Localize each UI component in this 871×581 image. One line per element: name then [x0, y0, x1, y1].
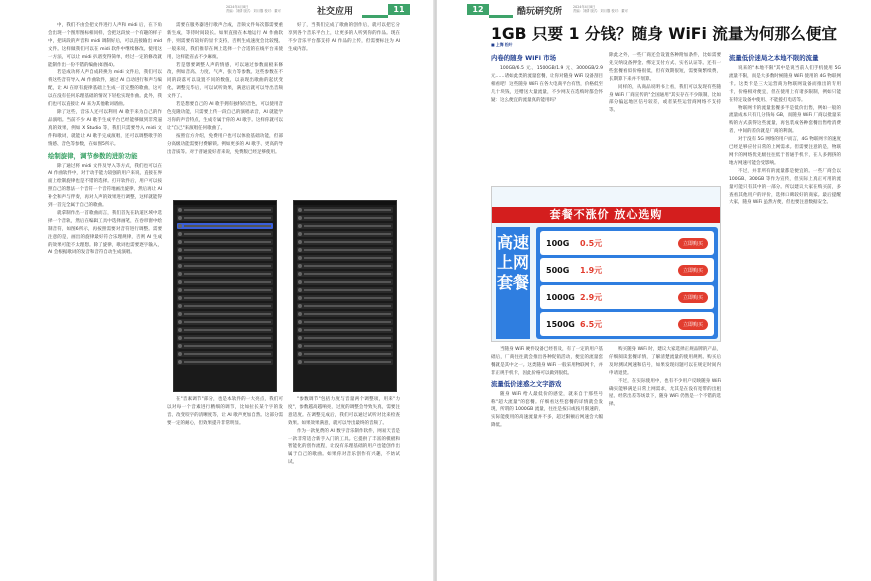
- paragraph: 说来的"本地不限"其中是说当前人们手机使用 5G 流量不限，而是大多数时候随身 WiFi 使用的 4G 物联网卡。这类卡是三大运营商为物联网设备而推出的专用卡，价格相对便宜，但在使用上有诸多限制，例如只能在特定设备中使用、不能拨打电话等。: [729, 66, 841, 103]
- plan-price: 6.5元: [580, 319, 603, 329]
- left-header-date: 2024年4月8日: [226, 5, 249, 9]
- list-item: [177, 335, 273, 341]
- list-item: [177, 223, 273, 229]
- buy-button: 立即购买: [678, 265, 708, 276]
- list-item: [177, 295, 273, 301]
- list-item: [297, 303, 393, 309]
- left-column-2-top: [167, 22, 283, 197]
- promo-topbar: [492, 187, 720, 207]
- left-section-title: 社交应用: [317, 7, 354, 17]
- app-screenshot: [173, 200, 277, 392]
- right-page-number: 12: [467, 4, 489, 15]
- paragraph: 随身 WiFi 给人最低价的感觉，就来自于那些号称"超大流量"的套餐。仔细看这些套餐的详情就会发现，所谓的 1000GB 流量，往往是按日或按月限速的，实际能使用的高速流量并不多，超过限额后网速会大幅降低。: [491, 391, 603, 429]
- right-page: [437, 0, 871, 581]
- paragraph: 100GB/6.5 元、1500GB/1.9 元、3000GB/2.9 元……诸如此类的流量套餐，让你对随身 WiFi 设备刮目相看吧！这些随身 WiFi 在各大电商平台有售，价格低至几十块钱，还赠送大量流量，不少网友在选购时都会怀疑：这么便宜的流量真的能用吗？: [491, 66, 603, 103]
- status-bar: [294, 201, 396, 205]
- section-heading: 绘制旋律，调节参数的进阶功能: [48, 151, 138, 160]
- paragraph: 除此之外，一些厂商还会设置各种附加条件，比如需要先交纳设备押金、绑定支付方式、实名认证等。还有一些套餐看似价格很低，但有效期很短，需要频繁续费，长期算下来并不划算。: [609, 53, 721, 82]
- list-item: [177, 271, 273, 277]
- section-heading: 流量低价迷惑之文字游戏: [491, 379, 562, 388]
- paragraph: 同样的，从商品说明书上看，我们可以发现有些随身 WiFi 厂商宣传的"全国通用"其实存在不少限制，比如部分偏远地区信号较差，或者某些运营商网络不支持等。: [609, 84, 721, 114]
- left-page-header: [0, 0, 434, 22]
- list-item: [177, 215, 273, 221]
- status-bar: [174, 201, 276, 205]
- paragraph: 就拿制作出一首歌曲而言，我们首先在轨道区域中选择一个音轨，然后在编辑工具中选择画笔，在卷帘窗中绘制音符，如图6所示，再按照需要对音符进行调整。需要注意的是，画出的旋律最好符合乐理规律，否则 AI 生成的效果可能不太理想。除了旋律，歌词也需要逐字输入，AI 会根据歌词的发音和音符自动生成演唱。: [48, 210, 162, 256]
- list-item: [177, 303, 273, 309]
- left-column-3-top: [288, 22, 400, 197]
- list-item: [297, 215, 393, 221]
- paragraph: 在"音素调节"部分，也是本软件的一大亮点，我们可以对每一个音素进行精细的调节，比如拉长某个字的发音、改变咬字的清晰度等，让 AI 歌声更加自然。这部分需要一定的耐心，但效果提升非常明显。: [167, 397, 283, 426]
- list-item: [177, 343, 273, 349]
- plan-price: 2.9元: [580, 292, 603, 302]
- list-item: [297, 223, 393, 229]
- plan-price: 0.5元: [580, 238, 603, 248]
- list-item: [297, 335, 393, 341]
- app-screenshot: [293, 200, 397, 392]
- right-column-2-top: [609, 52, 721, 186]
- plan-card: [540, 258, 714, 282]
- right-column-1-top: [491, 52, 603, 186]
- right-header-date: 2024年4月8日: [573, 5, 596, 9]
- list-item: [297, 271, 393, 277]
- paragraph: 对于没有 5G 网络的用户而言，4G 物联网卡的速度已经足够应付日常的上网需求。但需要注意的是，物联网卡的网络优先级往往低于普通手机卡，在人多拥挤的地方网速可能会受影响。: [729, 137, 841, 166]
- paragraph: "参数调节"包括力度与音量两个调整项，用来"力度"，参数越高越响亮，过度的调整会导致失真，需要注意适度。在调整完成后，我们可以通过试听对比来检查效果。如果效果满意，就可以导出最终的音频了。: [288, 397, 400, 426]
- plan-size: 500G: [546, 265, 570, 275]
- list-item: [297, 311, 393, 317]
- plan-card: [540, 285, 714, 309]
- list-item: [177, 351, 273, 357]
- list-item: [297, 263, 393, 269]
- list-item: [297, 239, 393, 245]
- right-column-3: [729, 52, 841, 577]
- list-item: [297, 351, 393, 357]
- left-header-bar: [362, 15, 388, 18]
- plan-size: 1500G: [546, 319, 575, 329]
- list-item: [297, 295, 393, 301]
- plan-size: 1000G: [546, 292, 575, 302]
- plan-card: [540, 312, 714, 336]
- plan-list: [536, 227, 718, 339]
- left-page: [0, 0, 434, 581]
- left-column-2-bottom: [167, 396, 283, 577]
- list-item: [177, 255, 273, 261]
- right-column-1-bottom: [491, 346, 603, 577]
- list-item: [177, 359, 273, 365]
- left-header-meta: [226, 5, 306, 13]
- paragraph: 若是成功将人声自成转换为 midi 文件后，我们可以将这些音符导入 AI 作曲软件，通过 AI 自动进行和声与编配，让 AI 在原有旋律基础上生成一首完整的歌曲，这可以在没有任何乐理基础的情况下轻松实现作曲。此外，我们也可以直接让 AI 来为其他歌词谱曲。: [48, 70, 162, 108]
- paragraph: 除了通过将 midi 文件及导入等方式，我们也可以在 AI 作曲软件中，对于动手能力较强的用户来说，直接在界面上绘制旋律也是不错的选择。打开软件后，用户可以按照自己的想法一个音符一个音符地画出旋律，然后再让 AI 补全和声与伴奏，再对人声的效果进行调整，这样就能得到一首完全属于自己的歌曲。: [48, 163, 162, 209]
- right-header-bar: [489, 15, 513, 18]
- right-header-meta: [573, 5, 653, 13]
- list-item: [297, 247, 393, 253]
- paragraph: 除了这些，音乐人还可以利用 AI 歌手来为自己的作品演唱。当前不少 AI 歌手生成平台已经能够做到非常逼真的效果，例如 X Studio 等，我们只需要导入 midi 文件和歌词，就能让 AI 歌手完成演唱，还可以调整歌手的情感、音色等参数，在如图5所示。: [48, 109, 162, 147]
- promo-side-text: 高速上网套餐: [496, 227, 530, 339]
- paragraph: 当随身 WiFi 硬件设备已经普及，有了一定的用户基础后，厂商往往就会推出各种促销活动，便宜的流量套餐就是其中之一。这类随身 WiFi 一般采用物联网卡，并非正规手机卡，因此价格可以做到很低。: [491, 347, 603, 376]
- paragraph: 购买随身 WiFi 时，建议大家选择正规品牌的产品，仔细阅读套餐详情，了解清楚流量的使用规则。购买后及时测试网速和信号，如果发现问题可以在规定时间内申请退货。: [609, 347, 721, 376]
- plan-price: 1.9元: [580, 265, 603, 275]
- list-item: [297, 319, 393, 325]
- list-item: [177, 279, 273, 285]
- list-item: [297, 359, 393, 365]
- article-byline: ■ 上海 松叶: [491, 42, 513, 47]
- list-item: [177, 287, 273, 293]
- right-column-2-bottom: [609, 346, 721, 577]
- paragraph: 不过，并非所有的流量都是便宜的。一些厂商会以 100GB、300GB 等作为宣传，但实际上真正可用的流量可能只有其中的一部分。所以建议大家在购买前，多查看其他用户的评价，选择口碑较好的商家。最后提醒大家，随身 WiFi 虽然方便，但也要注意数据安全。: [729, 168, 841, 206]
- promo-banner: 套餐不涨价 放心选购: [492, 207, 720, 223]
- plan-card: [540, 231, 714, 255]
- section-heading: 流量低价迷局之本地不限的流量: [729, 54, 819, 62]
- right-header-credits: 责编：刘倩 版式：刘月馨 校对：董可: [573, 9, 628, 13]
- left-column-1: [48, 22, 162, 577]
- paragraph: 不过，在实际使用中，也有不少用户反映随身 WiFi 确实能够满足日常上网需求，尤其是在没有宽带的出租屋、经常出差等场景下，随身 WiFi 仍然是一个不错的选择。: [609, 378, 721, 408]
- paragraph: 需要在服务器进行歌声合成，音频文件每次都需要重新生成，等待时间较长。如果直接在本地运行 AI 作曲软件，则需要有较好的显卡支持，否则生成速度会比较慢。一般来说，我们推荐在网上选择一个合适的在线平台来使用，这样能省去不少麻烦。: [167, 23, 283, 60]
- left-page-number: 11: [388, 4, 410, 15]
- paragraph: 好了，当我们完成了歌曲的创作后，就可以把它分享到各个音乐平台上，让更多的人听到你的作品。现在不少音乐平台都支持 AI 作品的上传，但需要标注为 AI 生成内容。: [288, 23, 400, 52]
- right-page-header: [437, 0, 871, 22]
- list-item: [297, 343, 393, 349]
- list-item: [297, 255, 393, 261]
- list-item: [297, 231, 393, 237]
- article-title: 1GB 只要 1 分钱？随身 WiFi 流量为何那么便宜: [491, 25, 837, 43]
- section-heading: 内卷的随身 WiFi 市场: [491, 54, 556, 62]
- left-header-credits: 责编：刘倩 版式：刘月馨 校对：董可: [226, 9, 281, 13]
- list-item: [177, 311, 273, 317]
- list-item: [177, 319, 273, 325]
- paragraph: 按照官方介绍，免费用户也可以体验基础功能，但部分高级功能需要付费解锁。例如更多的 AI 歌手、更高的导出音质等。对于普通爱好者来说，免费版已经足够使用。: [167, 133, 283, 155]
- list-item: [297, 327, 393, 333]
- left-column-3-bottom: [288, 396, 400, 577]
- list-item: [297, 287, 393, 293]
- right-section-title: 酷玩研究所: [517, 7, 563, 17]
- promo-image: [491, 186, 721, 342]
- buy-button: 立即购买: [678, 319, 708, 330]
- buy-button: 立即购买: [678, 238, 708, 249]
- list-item: [177, 239, 273, 245]
- list-item: [177, 263, 273, 269]
- plan-size: 100G: [546, 238, 570, 248]
- buy-button: 立即购买: [678, 292, 708, 303]
- list-item: [177, 231, 273, 237]
- list-item: [297, 207, 393, 213]
- list-item: [177, 327, 273, 333]
- paragraph: 若是想要调整人声的情感，可以通过参数面板来修改，例如音高、力度、气声、张力等参数。这些参数在不同的段落可以设置不同的数值，以表现出歌曲的起伏变化。调整完毕后，可以试听效果，满意后就可以导出音频文件了。: [167, 62, 283, 100]
- paragraph: 作为一款免费的 AI 数字音乐制作软件，网易天音是一款非常适合新手入门的工具。它提供了丰富的模板和智能化的创作流程，让没有乐理基础的用户也能创作出属于自己的歌曲。如果你对音乐创作有兴趣，不妨试试。: [288, 428, 400, 466]
- list-item: [177, 207, 273, 213]
- paragraph: 中，我们不由会把文件进行人声和 midi 后，在下角会出现一个图形图标相同样，会把这段放一个有趣的样子中，把该段的声音和 midi 调制好后，可以直接输出 mid 文件。这样做我们可以在 midi 软件中继续修改。使用这一方法，可以让 midi 扒谱变得简单，经过一定的修改就能制作出一份不错的编曲(如图4)。: [48, 23, 162, 68]
- list-item: [297, 279, 393, 285]
- paragraph: 若是想要自己的 AI 歌手拥有独特的音色，可以使用音色克隆功能，只需要上传一段自己的演唱录音，AI 就能学习你的声音特点，生成专属于你的 AI 歌手。这样你就可以让"自己"来演唱任何歌曲了。: [167, 102, 283, 131]
- list-item: [177, 247, 273, 253]
- paragraph: 物联网卡的流量套餐多半是低价出售，例如一般的流量成本只有几分钱每 GB，而随身 WiFi 厂商以批量采购的方式获得这些流量，再包装成各种套餐出售给消费者，中间的差价就是厂商的利润。: [729, 105, 841, 135]
